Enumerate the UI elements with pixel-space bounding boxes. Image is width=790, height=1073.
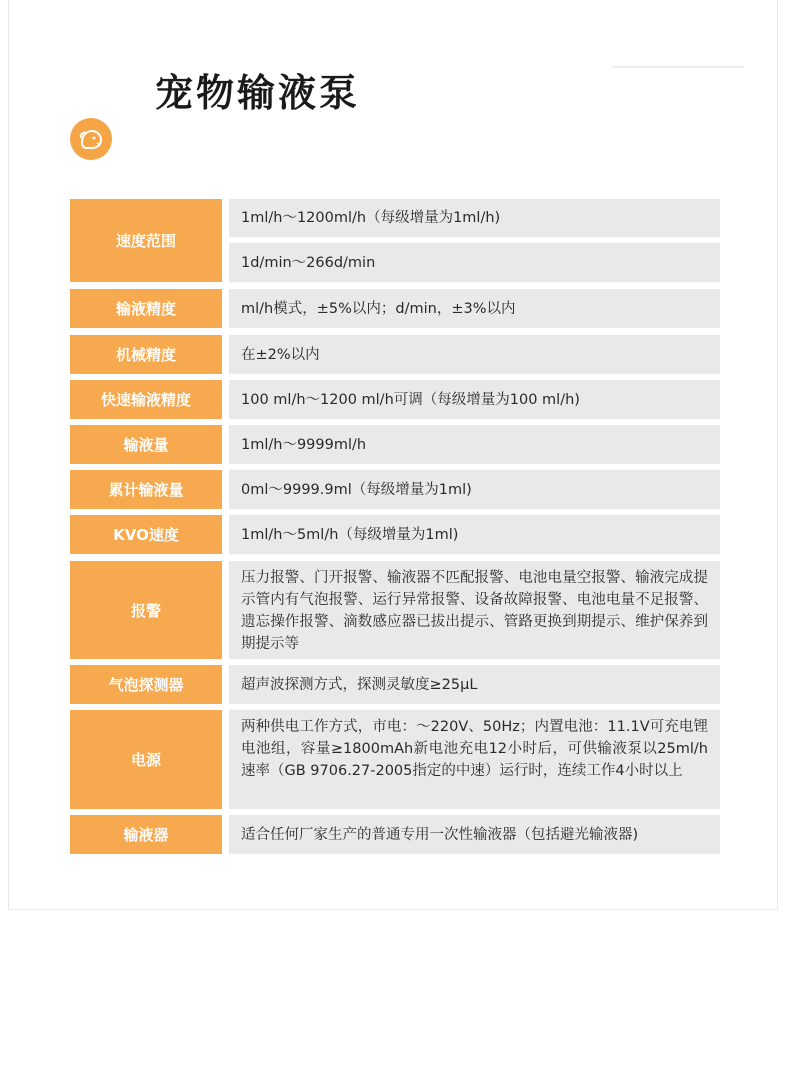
spec-label: 气泡探测器 [70, 665, 222, 704]
spec-value: 100 ml/h～1200 ml/h可调（每级增量为100 ml/h) [229, 380, 720, 419]
spec-label: 输液精度 [70, 289, 222, 328]
spec-label: 快速输液精度 [70, 380, 222, 419]
spec-row-alarm [70, 561, 720, 659]
spec-row-fast-infusion-accuracy [70, 380, 720, 419]
spec-value: 0ml～9999.9ml（每级增量为1ml) [229, 470, 720, 509]
spec-value: 1ml/h～9999ml/h [229, 425, 720, 464]
spec-row-infusion-volume [70, 425, 720, 464]
spec-row-infusion-set [70, 815, 720, 854]
spec-value: 两种供电工作方式，市电：～220V、50Hz；内置电池：11.1V可充电锂电池组，容量≥1800mAh新电池充电12小时后，可供输液泵以25ml/h速率（GB 9706.27-2005指定的中速）运行时，连续工作4小时以上 [229, 710, 720, 809]
spec-label: 电源 [70, 710, 222, 809]
spec-value: 在±2%以内 [229, 335, 720, 374]
spec-value: 1d/min～266d/min [229, 243, 720, 282]
spec-label: 输液器 [70, 815, 222, 854]
spec-row-cumulative-volume [70, 470, 720, 509]
spec-label: 速度范围 [70, 199, 222, 282]
spec-row-speed-range [70, 199, 720, 282]
spec-value: 超声波探测方式，探测灵敏度≥25μL [229, 665, 720, 704]
spec-value: 压力报警、门开报警、输液器不匹配报警、电池电量空报警、输液完成提示管内有气泡报警、运行异常报警、设备故障报警、电池电量不足报警、遗忘操作报警、滴数感应器已拔出提示、管路更换到期提示、维护保养到期提示等 [229, 561, 720, 659]
spec-row-mechanical-accuracy [70, 335, 720, 374]
spec-row-infusion-accuracy [70, 289, 720, 328]
page-title: 宠物输液泵 [155, 70, 361, 115]
spec-value: 1ml/h～1200ml/h（每级增量为1ml/h) [229, 199, 720, 237]
spec-value: 适合任何厂家生产的普通专用一次性输液器（包括避光输液器) [229, 815, 720, 854]
spec-value: 1ml/h～5ml/h（每级增量为1ml) [229, 515, 720, 554]
spec-row-kvo-speed [70, 515, 720, 554]
spec-label: KVO速度 [70, 515, 222, 554]
spec-row-power [70, 710, 720, 809]
title-divider [612, 66, 744, 68]
spec-label: 机械精度 [70, 335, 222, 374]
spec-label: 报警 [70, 561, 222, 659]
spec-label: 输液量 [70, 425, 222, 464]
spec-value: ml/h模式，±5%以内；d/min，±3%以内 [229, 289, 720, 328]
dog-icon [70, 118, 112, 160]
spec-label: 累计输液量 [70, 470, 222, 509]
spec-row-bubble-detector [70, 665, 720, 704]
